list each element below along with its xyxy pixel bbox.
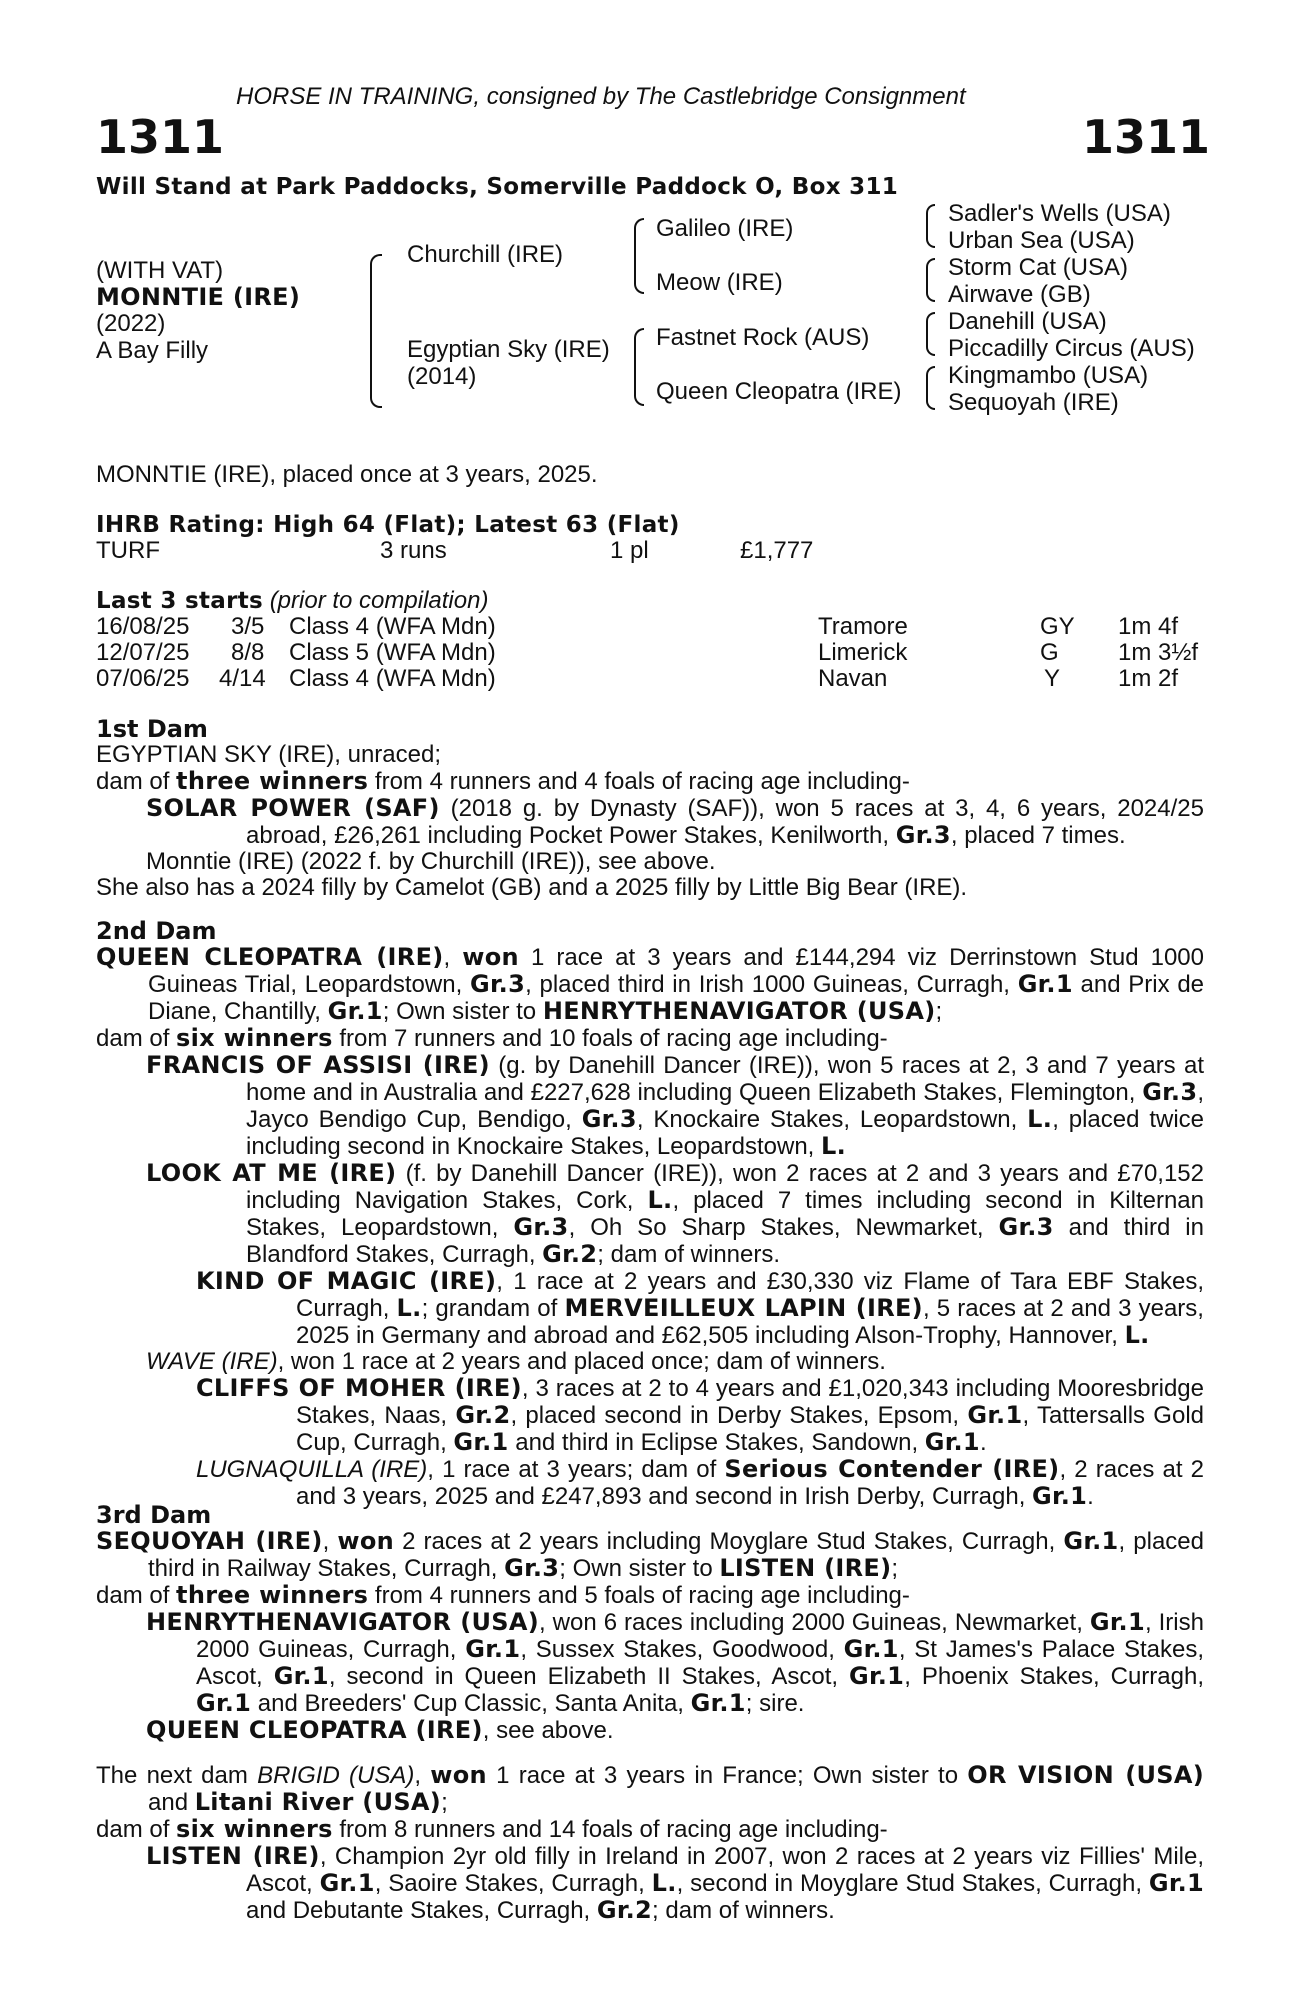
pedigree-brace [634, 328, 644, 406]
pedigree-brace [926, 258, 935, 302]
progeny-entry: LOOK AT ME (IRE) (f. by Danehill Dancer (IRE)), won 2 races at 2 and 3 years and £70,152 including Navigation Stakes, Cork, L., placed 7 times including second in Kilternan Stakes, Leopardstown, Gr.3, Oh So Sharp Stakes, Newmarket, Gr.3 and third in Blandford Stakes, Curragh, Gr.2; dam of winners. [146, 1159, 1205, 1268]
pedigree-gg-7: Kingmambo (USA) [948, 362, 1149, 389]
pedigree-gg-2: Urban Sea (USA) [948, 227, 1135, 254]
pedigree-brace [926, 312, 935, 356]
pedigree-brace [634, 218, 644, 294]
last-starts-note: (prior to compilation) [269, 587, 489, 614]
first-dam-produce: dam of three winners from 4 runners and 4 foals of racing age including- [96, 767, 910, 795]
grand-progeny-entry: KIND OF MAGIC (IRE), 1 race at 2 years and £30,330 viz Flame of Tara EBF Stakes, Curragh, L.; grandam of MERVEILLEUX LAPIN (IRE), 5 races at 2 and 3 years, 2025 in Germany and abroad and £62,505 including Alson-Trophy, Hannover, L. [196, 1267, 1205, 1349]
second-dam-section [96, 918, 1204, 1510]
pedigree-brace [370, 254, 382, 408]
first-dam-section [96, 716, 1204, 901]
next-dam-section [96, 1762, 1204, 1924]
pedigree-gg-6: Piccadilly Circus (AUS) [948, 335, 1195, 362]
start-going: GY [1040, 613, 1075, 640]
third-dam-produce: dam of three winners from 4 runners and 5 foals of racing age including- [96, 1581, 910, 1609]
start-position: 8/8 [231, 639, 265, 666]
stable-location: Will Stand at Park Paddocks, Somerville Paddock O, Box 311 [96, 174, 899, 200]
pedigree-brace [926, 366, 935, 410]
third-dam-record: SEQUOYAH (IRE), won 2 races at 2 years including Moyglare Stud Stakes, Curragh, Gr.1, placed third in Railway Stakes, Curragh, Gr.3; Own sister to LISTEN (IRE); [96, 1527, 1204, 1582]
progeny-entry: SOLAR POWER (SAF) (2018 g. by Dynasty (SAF)), won 5 races at 3, 4, 6 years, 2024/25 abroad, £26,261 including Pocket Power Stakes, Kenilworth, Gr.3, placed 7 times. [146, 794, 1204, 849]
progeny-entry: Monntie (IRE) (2022 f. by Churchill (IRE)), see above. [146, 848, 716, 875]
grand-progeny-entry: LUGNAQUILLA (IRE), 1 race at 3 years; dam of Serious Contender (IRE), 2 races at 2 and 3 years, 2025 and £247,893 and second in Irish Derby, Curragh, Gr.1. [196, 1455, 1204, 1510]
start-date: 12/07/25 [96, 639, 190, 666]
second-dam-heading: 2nd Dam [96, 917, 217, 945]
start-distance: 1m 4f [1118, 613, 1179, 640]
lot-number-right: 1311 [1082, 110, 1211, 164]
progeny-entry: LISTEN (IRE), Champion 2yr old filly in Ireland in 2007, won 2 races at 2 years viz Fillies' Mile, Ascot, Gr.1, Saoire Stakes, Curragh, L., second in Moyglare Stud Stakes, Curragh, Gr.1 and Debutante Stakes, Curragh, Gr.2; dam of winners. [146, 1842, 1205, 1924]
start-position: 3/5 [231, 613, 265, 640]
rating-surface: TURF [96, 537, 160, 564]
second-dam-record: QUEEN CLEOPATRA (IRE), won 1 race at 3 years and £144,294 viz Derrinstown Stud 1000 Guineas Trial, Leopardstown, Gr.3, placed third in Irish 1000 Guineas, Curragh, Gr.1 and Prix de Diane, Chantilly, Gr.1; Own sister to HENRYTHENAVIGATOR (USA); [96, 943, 1205, 1025]
pedigree-gg-3: Storm Cat (USA) [948, 254, 1129, 281]
pedigree-dam: Egyptian Sky (IRE) [407, 336, 610, 363]
start-class: Class 4 (WFA Mdn) [289, 665, 496, 692]
pedigree-gg-4: Airwave (GB) [948, 281, 1091, 308]
start-date: 16/08/25 [96, 613, 190, 640]
start-position: 4/14 [219, 665, 266, 692]
pedigree-gg-5: Danehill (USA) [948, 308, 1107, 335]
start-course: Navan [818, 665, 888, 692]
pedigree-dam-dam: Queen Cleopatra (IRE) [656, 378, 902, 405]
lot-number-left: 1311 [96, 110, 225, 164]
pedigree-dam-year: (2014) [407, 363, 477, 390]
start-distance: 1m 3½f [1118, 639, 1199, 666]
first-dam-line: EGYPTIAN SKY (IRE), unraced; [96, 741, 442, 768]
last-starts-title: Last 3 starts [96, 588, 264, 614]
pedigree-gg-1: Sadler's Wells (USA) [948, 200, 1171, 227]
progeny-entry: FRANCIS OF ASSISI (IRE) (g. by Danehill Dancer (IRE)), won 5 races at 2, 3 and 7 years at home and in Australia and £227,628 including Queen Elizabeth Stakes, Flemington, Gr.3, Jayco Bendigo Cup, Bendigo, Gr.3, Knockaire Stakes, Leopardstown, L., placed twice including second in Knockaire Stakes, Leopardstown, L. [146, 1051, 1204, 1160]
progeny-entry: HENRYTHENAVIGATOR (USA), won 6 races including 2000 Guineas, Newmarket, Gr.1, Irish 2000 Guineas, Curragh, Gr.1, Sussex Stakes, Goodwood, Gr.1, St James's Palace Stakes, Ascot, Gr.1, second in Queen Elizabeth II Stakes, Ascot, Gr.1, Phoenix Stakes, Curragh, Gr.1 and Breeders' Cup Classic, Santa Anita, Gr.1; sire. [146, 1608, 1205, 1717]
start-going: Y [1044, 665, 1061, 692]
next-dam-produce: dam of six winners from 8 runners and 14 foals of racing age including- [96, 1815, 888, 1843]
rating-placed: 1 pl [610, 537, 649, 564]
horse-year: (2022) [96, 310, 166, 337]
rating-title: IHRB Rating: High 64 (Flat); Latest 63 (Flat) [96, 512, 680, 538]
start-distance: 1m 2f [1118, 665, 1179, 692]
third-dam-heading: 3rd Dam [96, 1501, 212, 1529]
first-dam-heading: 1st Dam [96, 715, 208, 743]
second-dam-produce: dam of six winners from 7 runners and 10 foals of racing age including- [96, 1024, 888, 1052]
vat-note: (WITH VAT) [96, 257, 224, 284]
rating-runs: 3 runs [380, 537, 447, 564]
next-dam-record: The next dam BRIGID (USA), won 1 race at 3 years in France; Own sister to OR VISION (USA) and Litani River (USA); [96, 1761, 1204, 1816]
start-going: G [1040, 639, 1059, 666]
first-dam-note: She also has a 2024 filly by Camelot (GB) and a 2025 filly by Little Big Bear (IRE). [96, 874, 968, 901]
pedigree-sire-dam: Meow (IRE) [656, 269, 783, 296]
horse-name: MONNTIE (IRE) [96, 283, 301, 311]
race-summary: MONNTIE (IRE), placed once at 3 years, 2025. [96, 461, 598, 488]
pedigree-sire-sire: Galileo (IRE) [656, 215, 794, 242]
start-course: Tramore [818, 613, 908, 640]
pedigree-brace [926, 204, 935, 248]
start-class: Class 5 (WFA Mdn) [289, 639, 496, 666]
catalogue-subtitle: HORSE IN TRAINING, consigned by The Castlebridge Consignment [236, 83, 966, 110]
pedigree-dam-sire: Fastnet Rock (AUS) [656, 324, 870, 351]
horse-description: A Bay Filly [96, 337, 209, 364]
rating-earnings: £1,777 [740, 537, 814, 564]
progeny-entry: QUEEN CLEOPATRA (IRE), see above. [146, 1716, 614, 1744]
pedigree-sire: Churchill (IRE) [407, 241, 564, 268]
pedigree-gg-8: Sequoyah (IRE) [948, 389, 1119, 416]
start-class: Class 4 (WFA Mdn) [289, 613, 496, 640]
start-date: 07/06/25 [96, 665, 190, 692]
start-course: Limerick [818, 639, 908, 666]
last-starts-heading [96, 588, 488, 614]
progeny-entry: WAVE (IRE), won 1 race at 2 years and placed once; dam of winners. [146, 1348, 886, 1375]
grand-progeny-entry: CLIFFS OF MOHER (IRE), 3 races at 2 to 4 years and £1,020,343 including Mooresbridge Stakes, Naas, Gr.2, placed second in Derby Stakes, Epsom, Gr.1, Tattersalls Gold Cup, Curragh, Gr.1 and third in Eclipse Stakes, Sandown, Gr.1. [196, 1374, 1204, 1456]
third-dam-section [96, 1502, 1204, 1744]
